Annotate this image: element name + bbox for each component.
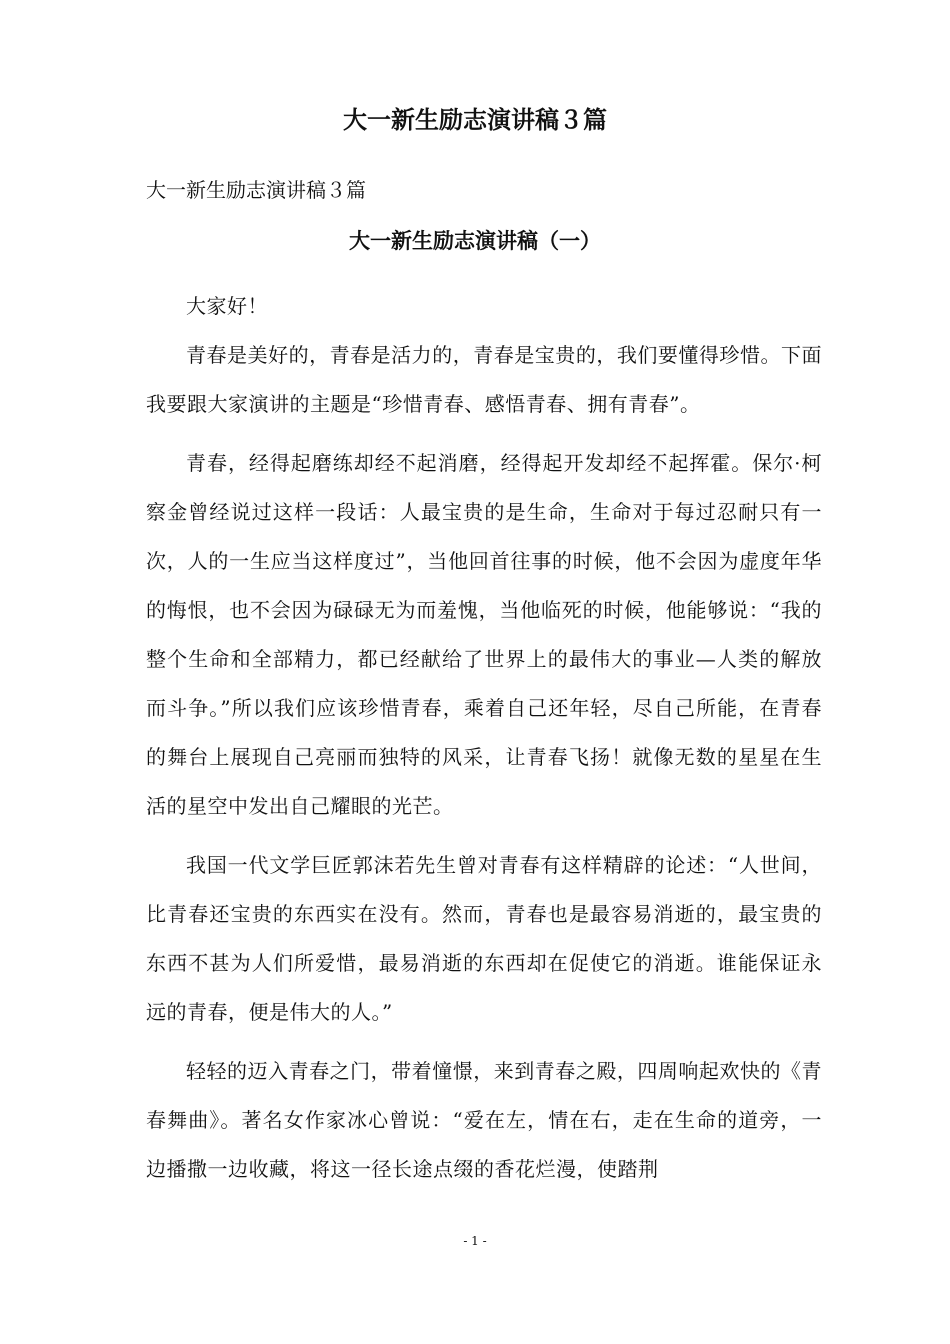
paragraph: 青春是美好的，青春是活力的，青春是宝贵的，我们要懂得珍惜。下面我要跟大家演讲的主题是“珍惜青春、感悟青春、拥有青春”。 bbox=[146, 343, 822, 416]
paragraph: 我国一代文学巨匠郭沫若先生曾对青春有这样精辟的论述：“人世间，比青春还宝贵的东西实在没有。然而，青春也是最容易消逝的，最宝贵的东西不甚为人们所爱惜，最易消逝的东西却在促使它的消逝。谁能保证永远的青春，便是伟大的人。” bbox=[146, 853, 822, 1024]
body-text bbox=[146, 282, 822, 1204]
paragraph: 轻轻的迈入青春之门，带着憧憬，来到青春之殿，四周响起欢快的《青春舞曲》。著名女作家冰心曾说：“爱在左，情在右，走在生命的道旁，一边播撒一边收藏，将这一径长途点缀的香花烂漫，使踏荆 bbox=[146, 1059, 822, 1181]
paragraph: 青春，经得起磨练却经不起消磨，经得起开发却经不起挥霍。保尔·柯察金曾经说过这样一段话：人最宝贵的是生命，生命对于每过忍耐只有一次，人的一生应当这样度过”，当他回首往事的时候，他不会因为虚度年华的悔恨，也不会因为碌碌无为而羞愧，当他临死的时候，他能够说：“我的整个生命和全部精力，都已经献给了世界上的最伟大的事业—人类的解放而斗争。”所以我们应该珍惜青春，乘着自己还年轻，尽自己所能，在青春的舞台上展现自己亮丽而独特的风采，让青春飞扬！就像无数的星星在生活的星空中发出自己耀眼的光芒。 bbox=[146, 451, 822, 818]
paragraph-greeting: 大家好！ bbox=[186, 294, 268, 318]
section-heading: 大一新生励志演讲稿（一） bbox=[349, 228, 601, 253]
document-title: 大一新生励志演讲稿３篇 bbox=[343, 105, 607, 134]
page-number: - 1 - bbox=[463, 1234, 487, 1248]
document-subtitle: 大一新生励志演讲稿３篇 bbox=[146, 178, 366, 202]
